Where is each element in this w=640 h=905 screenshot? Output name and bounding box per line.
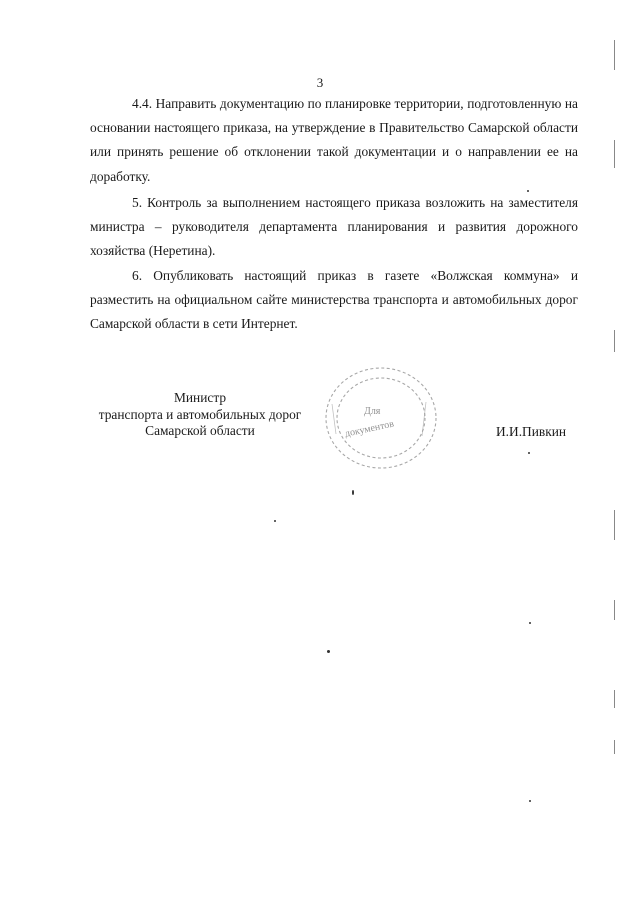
paragraph-number: 5. [132,195,143,210]
scan-speck [528,452,530,454]
paragraph-text: Опубликовать настоящий приказ в газете «Волжская коммуна» и разместить на официальном сайте министерства транспорта и автомобильных дорог Самарской области в сети Интернет. [90,268,578,332]
scan-speck [529,800,531,802]
scan-speck [527,190,529,192]
signature-title [80,390,320,440]
scan-speck [529,622,531,624]
stamp-text-line: документов [343,418,395,440]
scan-edge-mark [614,140,615,168]
signer-name: И.И.Пивкин [496,424,567,439]
scan-speck [352,490,354,495]
paragraph-4-4 [90,92,578,189]
paragraph-number: 4.4. [132,96,153,111]
paragraph-number: 6. [132,268,143,283]
scan-edge-mark [614,40,615,70]
paragraph-5 [90,191,578,264]
scan-edge-mark [614,600,615,620]
scan-edge-mark [614,330,615,352]
official-stamp [322,364,440,472]
scan-speck [274,520,276,522]
paragraph-6 [90,264,578,337]
scan-edge-mark [614,740,615,754]
page-number: 3 [316,75,324,90]
paragraph-text: Направить документацию по планировке территории, подготовленную на основании настоящего приказа, на утверждение в Правительство Самарской области или принять решение об отклонении такой документации и о направлении ее на доработку. [90,96,578,184]
scan-edge-mark [614,510,615,540]
stamp-text-line: Для [364,406,381,417]
paragraph-text: Контроль за выполнением настоящего приказа возложить на заместителя министра – руководителя департамента планирования и развития дорожного хозяйства (Неретина). [90,195,578,259]
signature-title-line: Самарской области [145,423,255,438]
signature-title-line: транспорта и автомобильных дорог [98,406,302,422]
signature-title-line: Министр [173,390,227,405]
scan-speck [327,650,330,653]
scan-edge-mark [614,690,615,708]
